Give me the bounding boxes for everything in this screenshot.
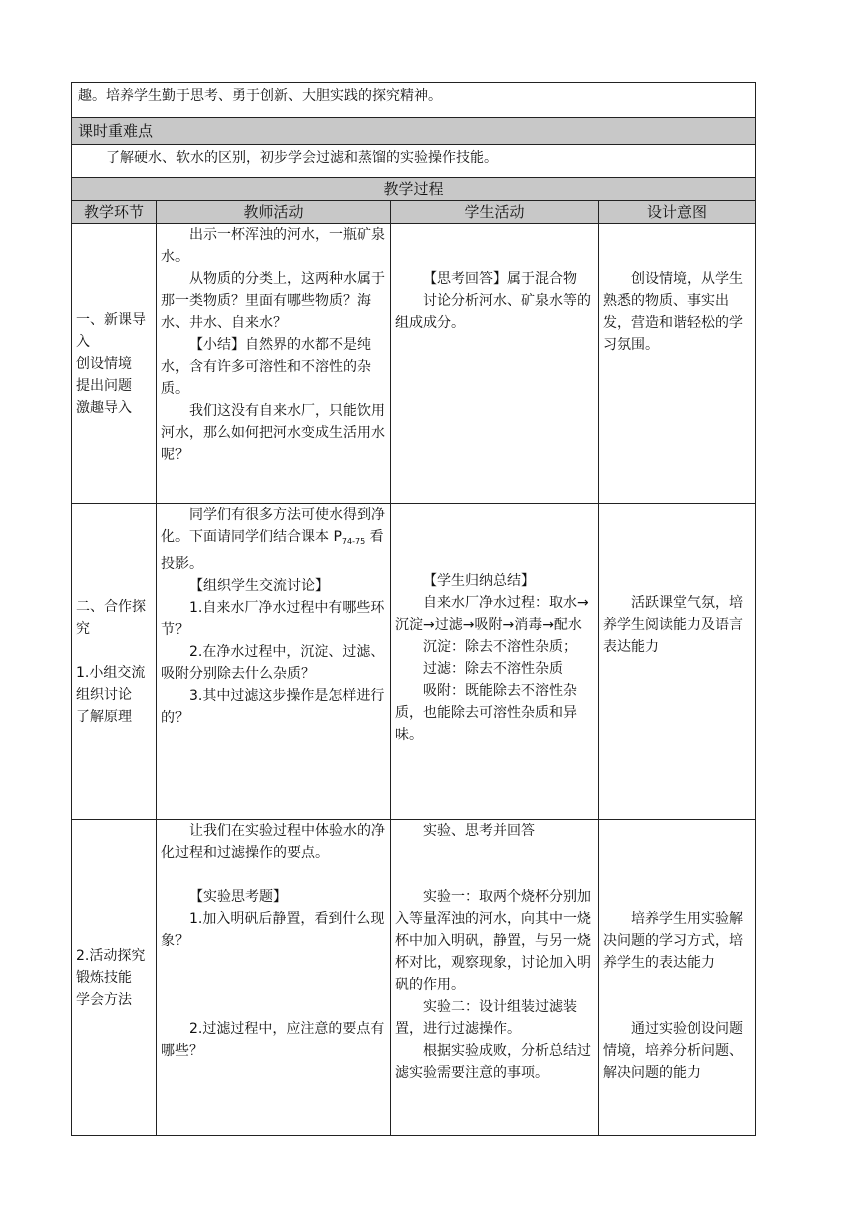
stage-line: 激趣导入 (76, 399, 132, 416)
student-paragraph: 实验二：设计组装过滤装置，进行过滤操作。 (395, 999, 577, 1037)
teacher-paragraph: 我们这没有自来水厂，只能饮用河水，那么如何把河水变成生活用水呢？ (161, 403, 385, 463)
teacher-activity-cell (157, 224, 391, 504)
process-heading: 教学过程 (72, 178, 756, 201)
stage-line: 锻炼技能 (76, 969, 132, 986)
teacher-paragraph: 【组织学生交流讨论】 (189, 578, 329, 594)
student-activity-cell (391, 224, 599, 504)
student-paragraph: 实验、思考并回答 (423, 823, 535, 839)
student-activity-cell (391, 820, 599, 1136)
key-points-row (72, 145, 756, 178)
teacher-paragraph: 1.加入明矾后静置，看到什么现象？ (161, 911, 385, 949)
stage-line: 一、新课导入 (76, 311, 146, 350)
student-paragraph: 实验一：取两个烧杯分别加入等量浑浊的河水，向其中一烧杯中加入明矾，静置，与另一烧杯对比，观察现象，讨论加入明矾的作用。 (395, 889, 591, 993)
key-points-heading: 课时重难点 (72, 118, 756, 145)
page-range-subscript: 74-75 (341, 537, 366, 546)
student-paragraph: 【思考回答】属于混合物 (423, 271, 577, 287)
intro-continuation-row (72, 83, 756, 118)
column-header-student: 学生活动 (391, 201, 599, 224)
student-paragraph: 讨论分析河水、矿泉水等的组成成分。 (395, 293, 591, 331)
teacher-paragraph: 出示一杯浑浊的河水，一瓶矿泉水。 (161, 227, 385, 265)
stage-line: 创设情境 (76, 355, 132, 372)
student-paragraph: 根据实验成败，分析总结过滤实验需要注意的事项。 (395, 1043, 591, 1081)
process-heading-row (72, 178, 756, 201)
teacher-activity-cell (157, 820, 391, 1136)
teacher-paragraph: 从物质的分类上，这两种水属于那一类物质？里面有哪些物质？海水、井水、自来水？ (161, 271, 385, 331)
teacher-activity-cell (157, 504, 391, 820)
intent-paragraph: 通过实验创设问题情境，培养分析问题、解决问题的能力 (603, 1021, 743, 1081)
intent-paragraph: 培养学生用实验解决问题的学习方式，培养学生的表达能力 (603, 911, 743, 971)
student-paragraph: 沉淀：除去不溶性杂质； (423, 639, 577, 655)
teacher-intro-paragraph: 同学们有很多方法可使水得到净化。下面请同学们结合课本 $P_{74-75}$ 看投影。 (161, 507, 385, 572)
key-points-heading-row (72, 118, 756, 145)
column-header-stage: 教学环节 (72, 201, 157, 224)
stage-cell (72, 504, 157, 820)
stage-cell (72, 820, 157, 1136)
key-points-text: 了解硬水、软水的区别，初步学会过滤和蒸馏的实验操作技能。 (106, 150, 498, 166)
student-paragraph: 自来水厂净水过程：取水→沉淀→过滤→吸附→消毒→配水 (395, 595, 589, 633)
column-header-intent: 设计意图 (599, 201, 756, 224)
teacher-paragraph: 【实验思考题】 (189, 889, 287, 905)
process-row-intro (72, 224, 756, 504)
teacher-paragraph: 让我们在实验过程中体验水的净化过程和过滤操作的要点。 (161, 823, 385, 861)
process-columns-row (72, 201, 756, 224)
design-intent-cell (599, 504, 756, 820)
intent-paragraph: 活跃课堂气氛，培养学生阅读能力及语言表达能力 (603, 595, 743, 655)
process-row-experiment (72, 820, 756, 1136)
student-paragraph: 吸附：既能除去不溶性杂质，也能除去可溶性杂质和异味。 (395, 683, 577, 743)
student-paragraph: 过滤：除去不溶性杂质 (423, 661, 563, 677)
intro-continuation-text: 趣。培养学生勤于思考、勇于创新、大胆实践的探究精神。 (72, 83, 756, 118)
design-intent-cell (599, 224, 756, 504)
column-header-teacher: 教师活动 (157, 201, 391, 224)
stage-line: 了解原理 (76, 708, 132, 725)
lesson-plan-page (71, 82, 755, 1136)
teacher-paragraph: 3.其中过滤这步操作是怎样进行的？ (161, 688, 385, 726)
stage-line: 2.活动探究 (76, 947, 146, 964)
design-intent-cell (599, 820, 756, 1136)
teacher-paragraph: 【小结】自然界的水都不是纯水，含有许多可溶性和不溶性的杂质。 (161, 337, 371, 397)
teacher-paragraph: 2.过滤过程中，应注意的要点有哪些？ (161, 1021, 385, 1059)
teacher-paragraph: 2.在净水过程中，沉淀、过滤、吸附分别除去什么杂质？ (161, 644, 385, 682)
stage-cell (72, 224, 157, 504)
intent-paragraph: 创设情境，从学生熟悉的物质、事实出发，营造和谐轻松的学习氛围。 (603, 271, 743, 353)
stage-line: 学会方法 (76, 991, 132, 1008)
stage-line: 提出问题 (76, 377, 132, 394)
teacher-paragraph: 1.自来水厂净水过程中有哪些环节？ (161, 600, 385, 638)
stage-line: 1.小组交流 (76, 664, 146, 681)
lesson-plan-table (71, 82, 756, 1136)
stage-line: 二、合作探究 (76, 598, 146, 637)
student-paragraph: 【学生归纳总结】 (423, 573, 535, 589)
student-activity-cell (391, 504, 599, 820)
stage-line: 组织讨论 (76, 686, 132, 703)
process-row-cooperative (72, 504, 756, 820)
